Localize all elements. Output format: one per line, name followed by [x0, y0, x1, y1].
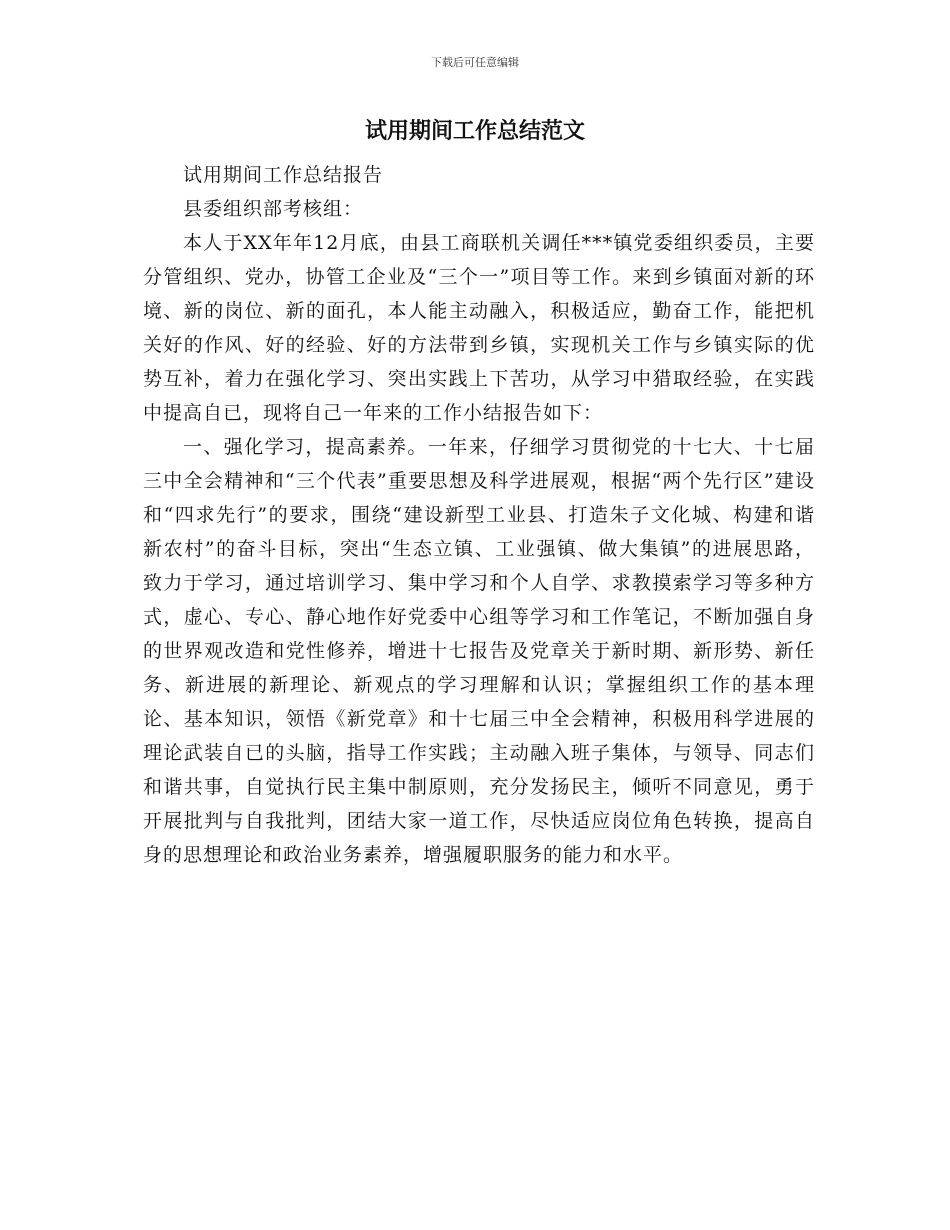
- report-subtitle: 试用期间工作总结报告: [183, 164, 384, 186]
- paragraph-intro: 本人于XX年年12月底，由县工商联机关调任***镇党委组织委员，主要分管组织、党办，协管工企业及“三个一”项目等工作。来到乡镇面对新的环境、新的岗位、新的面孔，本人能主动融入，积极适应，勤奋工作，能把机关好的作风、好的经验、好的方法带到乡镇，实现机关工作与乡镇实际的优势互补，着力在强化学习、突出实践上下苦功，从学习中猎取经验，在实践中提高自已，现将自己一年来的工作小结报告如下：: [143, 232, 815, 424]
- salutation: 县委组织部考核组：: [183, 198, 364, 220]
- paragraph-study: 一、强化学习，提高素养。一年来，仔细学习贯彻党的十七大、十七届三中全会精神和“三个代表”重要思想及科学进展观，根据“两个先行区”建设和“四求先行”的要求，围绕“建设新型工业县、打造朱子文化城、构建和谐新农村”的奋斗目标，突出“生态立镇、工业强镇、做大集镇”的进展思路，致力于学习，通过培训学习、集中学习和个人自学、求教摸索学习等多种方式，虚心、专心、静心地作好党委中心组等学习和工作笔记，不断加强自身的世界观改造和党性修养，增进十七报告及党章关于新时期、新形势、新任务、新进展的新理论、新观点的学习理解和认识；掌握组织工作的基本理论、基本知识，领悟《新党章》和十七届三中全会精神，积极用科学进展的理论武装自已的头脑，指导工作实践；主动融入班子集体，与领导、同志们和谐共事，自觉执行民主集中制原则，充分发扬民主，倾听不同意见，勇于开展批判与自我批判，团结大家一道工作，尽快适应岗位角色转换，提高自身的思想理论和政治业务素养，增强履职服务的能力和水平。: [143, 436, 815, 866]
- document-body: [143, 158, 815, 872]
- document-title: 试用期间工作总结范文: [364, 119, 585, 144]
- header-note: 下载后可任意编辑: [431, 56, 519, 69]
